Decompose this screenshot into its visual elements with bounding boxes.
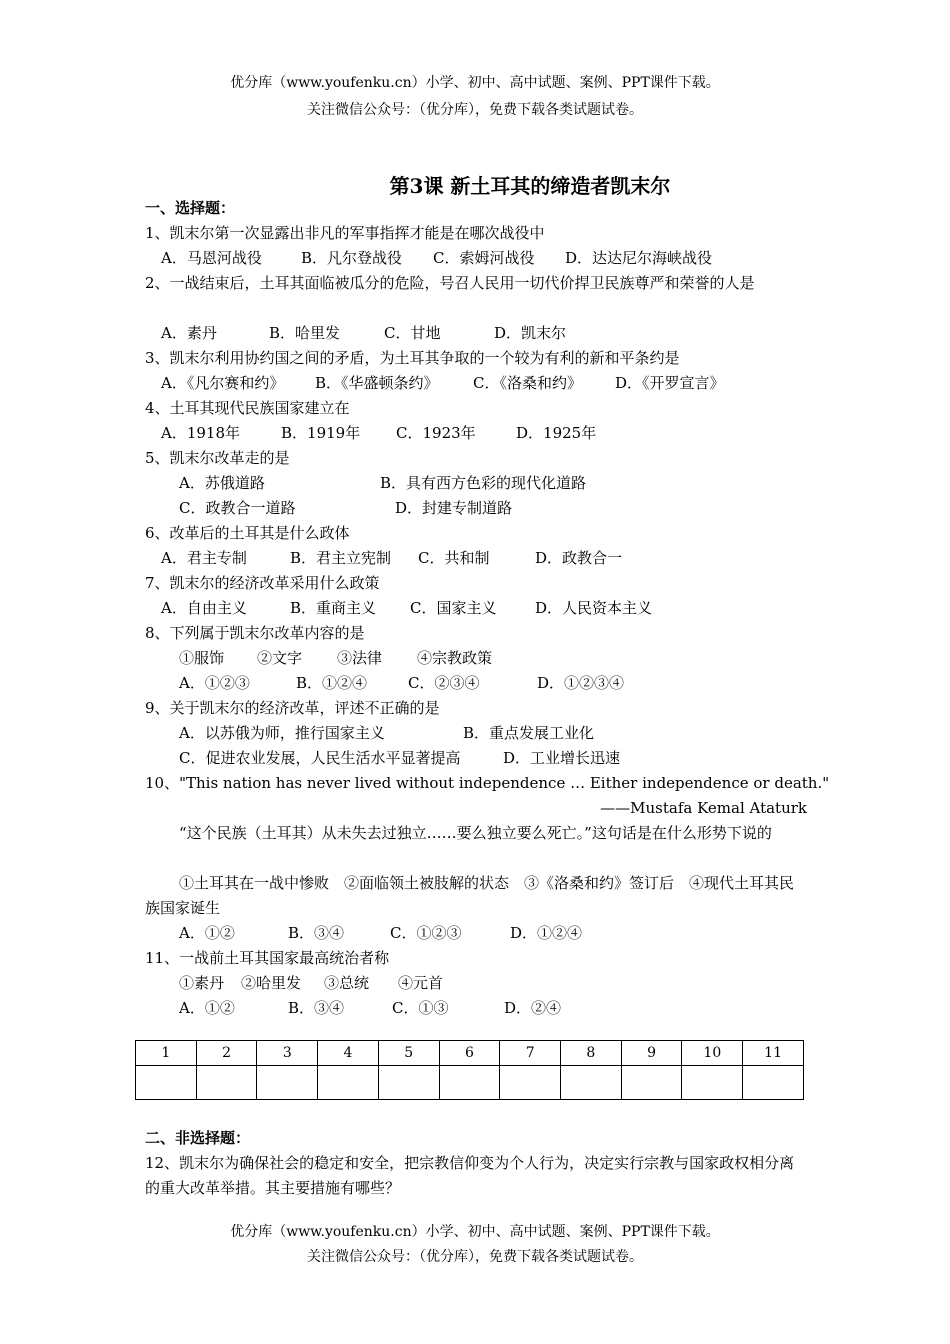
answer-header-cell: 5 [378,1041,439,1066]
q4-option-a: A．1918年 [161,424,241,442]
q8-option-a: A．①②③ [179,674,250,692]
q4-option-d: D．1925年 [516,424,597,442]
q3-option-c: C．《洛桑和约》 [473,374,582,392]
question-5-stem: 5、凯末尔改革走的是 [145,449,290,467]
footer-line-2: 关注微信公众号：（优分库），免费下载各类试题试卷。 [307,1249,643,1265]
answer-table-answer-row [136,1066,804,1100]
q6-option-b: B．君主立宪制 [290,549,392,567]
q4-option-b: B．1919年 [281,424,361,442]
question-8-stem: 8、下列属于凯末尔改革内容的是 [145,624,365,642]
q11-option-a: A．①② [179,999,235,1017]
header-line-1: 优分库（www.youfenku.cn）小学、初中、高中试题、案例、PPT课件下载。 [230,75,720,91]
q1-option-b: B．凡尔登战役 [301,249,403,267]
q11-option-b: B．③④ [288,999,345,1017]
answer-table [135,1040,804,1100]
q3-option-d: D．《开罗宣言》 [615,374,725,392]
q6-option-c: C．共和制 [418,549,490,567]
question-11-items [145,971,807,996]
question-7-stem: 7、凯末尔的经济改革采用什么政策 [145,574,380,592]
header-line-2: 关注微信公众号：（优分库），免费下载各类试题试卷。 [307,102,643,118]
q11-item-2: ②哈里发 [241,974,302,992]
q3-option-b: B．《华盛顿条约》 [315,374,439,392]
q8-item-1: ①服饰 [179,649,225,667]
answer-cell[interactable] [378,1066,439,1100]
q2-option-b: B．哈里发 [269,324,341,342]
question-12-stem: 12、凯末尔为确保社会的稳定和安全，把宗教信仰变为个人行为，决定实行宗教与国家政权相分离的重大改革举措。其主要措施有哪些？ [145,1154,795,1197]
q1-option-a: A．马恩河战役 [161,249,262,267]
question-10-options [145,921,807,946]
answer-header-cell: 3 [257,1041,318,1066]
answer-header-cell: 8 [561,1041,622,1066]
q9-option-d: D．工业增长迅速 [503,749,621,767]
q11-item-1: ①素丹 [179,974,225,992]
answer-cell[interactable] [621,1066,682,1100]
answer-header-cell: 1 [136,1041,197,1066]
q11-option-d: D．②④ [504,999,562,1017]
answer-header-cell: 11 [743,1041,804,1066]
q1-option-d: D．达达尼尔海峡战役 [565,249,713,267]
question-7-options [145,596,807,621]
q7-option-b: B．重商主义 [290,599,377,617]
question-10-items: ①土耳其在一战中惨败 ②面临领土被肢解的状态 ③《洛桑和约》签订后 ④现代土耳其民族国家诞生 [145,874,795,917]
answer-cell[interactable] [743,1066,804,1100]
question-5-options-row-1 [145,471,807,496]
q7-option-d: D．人民资本主义 [535,599,653,617]
answer-header-cell: 2 [196,1041,257,1066]
answer-cell[interactable] [439,1066,500,1100]
q6-option-d: D．政教合一 [535,549,623,567]
question-3-options [145,371,807,396]
q7-option-c: C．国家主义 [410,599,497,617]
q9-option-c: C．促进农业发展，人民生活水平显著提高 [179,749,461,767]
answer-header-cell: 10 [682,1041,743,1066]
answer-cell[interactable] [561,1066,622,1100]
question-9-options-row-1 [145,721,807,746]
answer-cell[interactable] [196,1066,257,1100]
answer-cell[interactable] [318,1066,379,1100]
q4-option-c: C．1923年 [396,424,476,442]
q2-option-a: A．素丹 [161,324,217,342]
q5-option-b: B．具有西方色彩的现代化道路 [380,474,587,492]
question-3-stem: 3、凯末尔利用协约国之间的矛盾，为土耳其争取的一个较为有利的新和平条约是 [145,349,680,367]
section-heading-non-choice: 二、非选择题： [145,1129,251,1147]
q8-item-4: ④宗教政策 [417,649,493,667]
question-10-stem: “这个民族（土耳其）从未失去过独立……要么独立要么死亡。”这句话是在什么形势下说的 [179,824,772,842]
answer-cell[interactable] [500,1066,561,1100]
q9-option-b: B．重点发展工业化 [463,724,595,742]
answer-header-cell: 9 [621,1041,682,1066]
answer-cell[interactable] [682,1066,743,1100]
question-1-options [145,246,807,271]
q8-option-c: C．②③④ [408,674,480,692]
question-10-author: ——Mustafa Kemal Ataturk [600,799,807,817]
q11-option-c: C．①③ [392,999,449,1017]
question-11-stem: 11、一战前土耳其国家最高统治者称 [145,949,390,967]
q5-option-a: A．苏俄道路 [179,474,265,492]
q8-item-3: ③法律 [337,649,383,667]
question-4-stem: 4、土耳其现代民族国家建立在 [145,399,350,417]
question-9-stem: 9、关于凯末尔的经济改革，评述不正确的是 [145,699,440,717]
q2-option-c: C．甘地 [384,324,441,342]
page-title: 第3课 新土耳其的缔造者凯末尔 [389,174,671,198]
question-6-stem: 6、改革后的土耳其是什么政体 [145,524,350,542]
question-9-options-row-2 [145,746,807,771]
section-heading-choice: 一、选择题： [145,199,236,217]
q5-option-d: D．封建专制道路 [395,499,513,517]
q11-item-4: ④元首 [398,974,444,992]
q5-option-c: C．政教合一道路 [179,499,296,517]
q6-option-a: A．君主专制 [161,549,247,567]
q7-option-a: A．自由主义 [161,599,247,617]
question-6-options [145,546,807,571]
q10-option-c: C．①②③ [390,924,462,942]
q10-option-d: D．①②④ [510,924,583,942]
question-4-options [145,421,807,446]
non-choice-section [145,1126,807,1201]
q10-option-b: B．③④ [288,924,345,942]
q2-option-d: D．凯末尔 [494,324,567,342]
footer-line-1: 优分库（www.youfenku.cn）小学、初中、高中试题、案例、PPT课件下载。 [230,1224,720,1240]
q3-option-a: A．《凡尔赛和约》 [161,374,285,392]
question-2-stem: 2、一战结束后，土耳其面临被瓜分的危险，号召人民用一切代价捍卫民族尊严和荣誉的人是 [145,274,755,292]
question-5-options-row-2 [145,496,807,521]
question-10-quote: 10、"This nation has never lived without independence … Either independence or death." [145,774,830,792]
question-1-stem: 1、凯末尔第一次显露出非凡的军事指挥才能是在哪次战役中 [145,224,545,242]
answer-header-cell: 6 [439,1041,500,1066]
question-8-items [145,646,807,671]
q8-option-d: D．①②③④ [537,674,625,692]
q10-option-a: A．①② [179,924,235,942]
q8-item-2: ②文字 [257,649,303,667]
question-11-options [145,996,807,1021]
answer-header-cell: 4 [318,1041,379,1066]
question-2-options [145,321,807,346]
q8-option-b: B．①②④ [296,674,368,692]
q9-option-a: A．以苏俄为师，推行国家主义 [179,724,385,742]
answer-table-header-row [136,1041,804,1066]
q1-option-c: C．索姆河战役 [433,249,535,267]
answer-header-cell: 7 [500,1041,561,1066]
choice-section [145,196,830,1021]
q11-item-3: ③总统 [324,974,370,992]
answer-cell[interactable] [257,1066,318,1100]
answer-cell[interactable] [136,1066,197,1100]
question-8-options [145,671,807,696]
